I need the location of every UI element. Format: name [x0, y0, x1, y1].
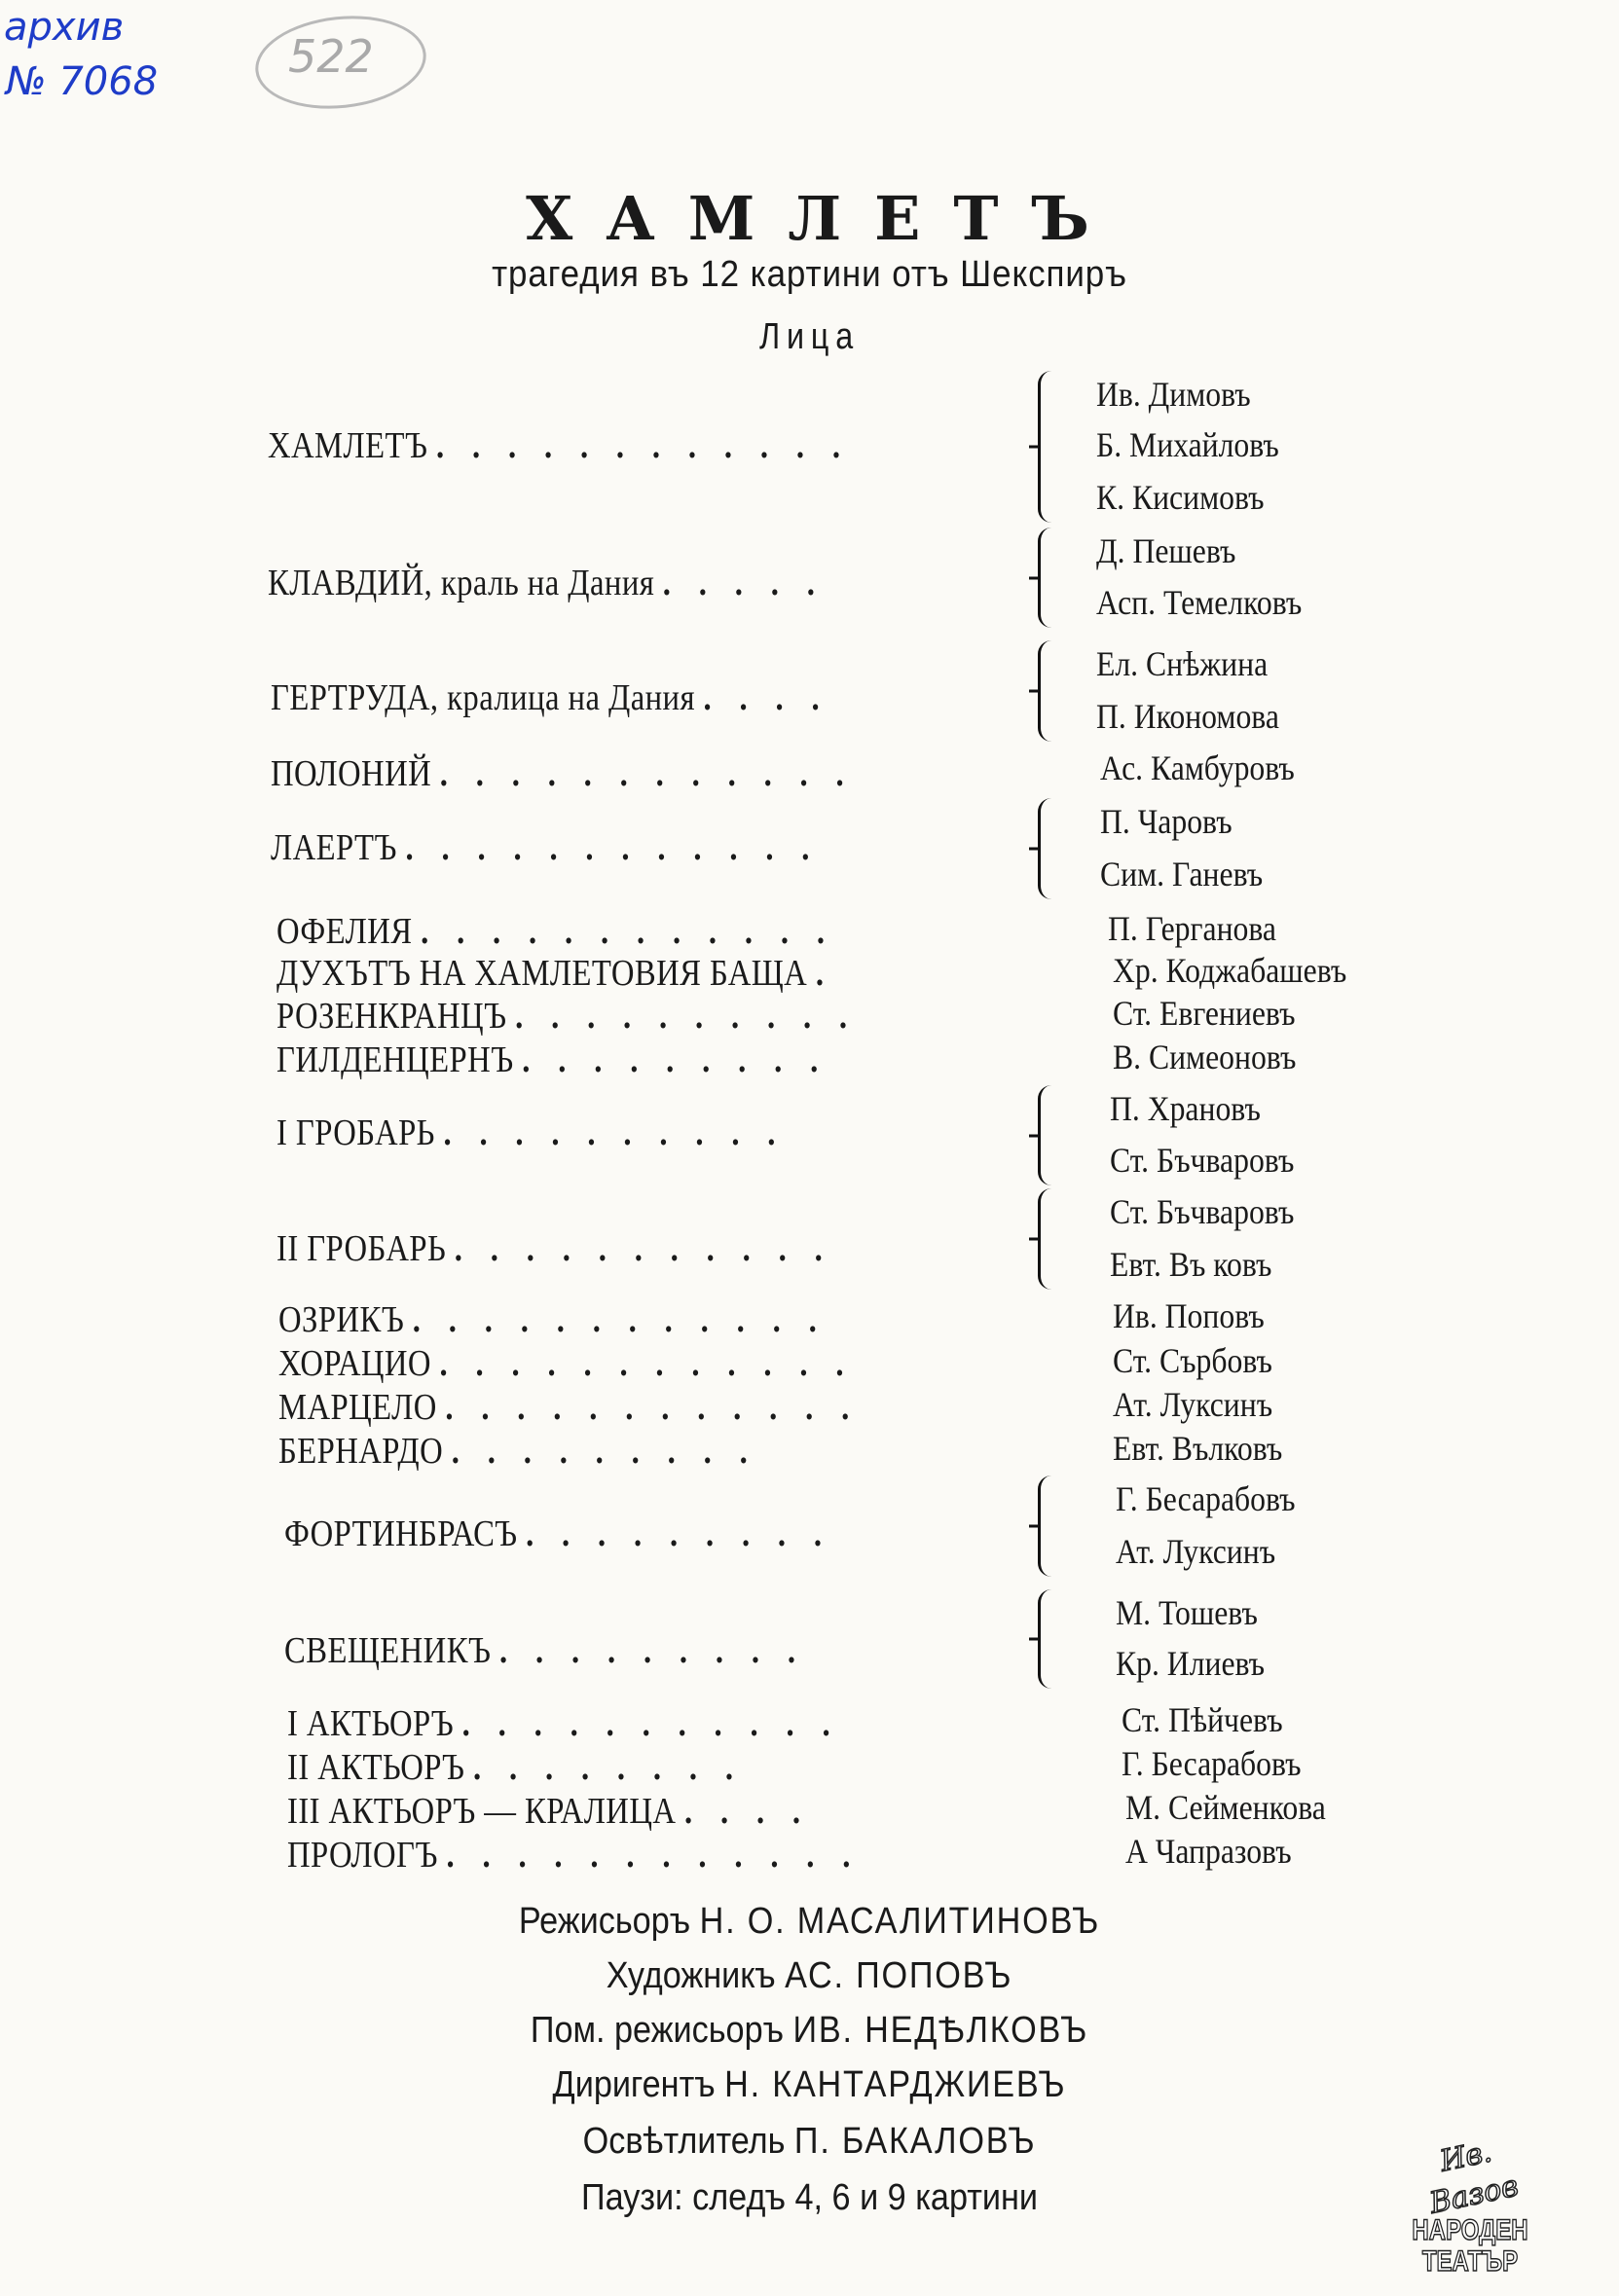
grouping-brace — [1038, 528, 1054, 628]
cast-actor: Кр. Илиевъ — [1116, 1644, 1266, 1683]
cast-role-line — [284, 1630, 805, 1671]
cast-role-line — [278, 1431, 757, 1472]
cast-actor: Ат. Луксинъ — [1113, 1385, 1273, 1424]
credit-line — [81, 2009, 1538, 2052]
cast-actor: Ст. Бъчваровъ — [1110, 1141, 1295, 1180]
logo-signature: Ив. Вазов — [1426, 2134, 1522, 2221]
cast-role: III АКТЬОРЪ — КРАЛИЦА — [287, 1791, 677, 1832]
cast-role: II ГРОБАРЬ — [276, 1228, 447, 1269]
cast-actor: Ат. Луксинъ — [1116, 1532, 1276, 1571]
cast-actor: Ив. Димовъ — [1096, 375, 1251, 414]
cast-role: I ГРОБАРЬ — [276, 1112, 435, 1153]
leader-dots: . . . . . . . . . . . . — [421, 911, 835, 952]
cast-role-line — [276, 1112, 786, 1153]
cast-role: ПОЛОНИЙ — [271, 753, 432, 794]
leader-dots: . . . . . — [662, 563, 826, 603]
credit-label: Художникъ — [606, 1955, 776, 1996]
leader-dots: . . . . . . . . . — [499, 1630, 806, 1671]
cast-role-line — [287, 1835, 861, 1876]
cast-actor: Ел. Снѣжина — [1096, 644, 1269, 683]
cast-role: II АКТЬОРЪ — [287, 1747, 465, 1788]
cast-role: I АКТЬОРЪ — [287, 1703, 455, 1744]
credit-label: Освѣтлитель — [582, 2121, 786, 2162]
cast-role-line — [276, 996, 857, 1037]
cast-role-line — [268, 425, 850, 466]
grouping-brace — [1038, 640, 1054, 742]
cast-role-line — [287, 1703, 840, 1744]
leader-dots: . . . . . . . . . . . . — [405, 827, 820, 868]
cast-role: ФОРТИНБРАСЪ — [284, 1513, 518, 1554]
grouping-brace — [1038, 798, 1054, 899]
play-subtitle: трагедия въ 12 картини отъ Шекспиръ — [492, 254, 1127, 295]
cast-actor: П. Храновъ — [1110, 1089, 1261, 1128]
cast-actor: Г. Бесарабовъ — [1116, 1479, 1296, 1518]
cast-role-line — [271, 827, 820, 868]
cast-actor: Ст. Сърбовъ — [1113, 1341, 1272, 1380]
cast-actor: Сим. Ганевъ — [1100, 855, 1264, 893]
cast-actor: М. Сейменкова — [1125, 1788, 1326, 1827]
cast-role-line — [284, 1513, 831, 1554]
leader-dots: . . . . . . . . . . . — [461, 1703, 840, 1744]
credit-label: Диригентъ — [552, 2064, 716, 2105]
cast-role: РОЗЕНКРАНЦЪ — [276, 996, 507, 1037]
credit-label: Пом. режисьоръ — [530, 2010, 784, 2051]
leader-dots: . . . . . . . . . . . . — [446, 1835, 861, 1876]
leader-dots: . . . . . . . . . . . . — [439, 753, 855, 794]
cast-role-line — [276, 1039, 828, 1080]
cast-actor: В. Симеоновъ — [1113, 1038, 1297, 1076]
grouping-brace — [1038, 1188, 1054, 1290]
credit-line — [81, 1900, 1538, 1943]
cast-actor: Ст. Бъчваровъ — [1110, 1192, 1295, 1231]
cast-role-line — [278, 1387, 860, 1428]
cast-actor: Евт. Въ ковъ — [1110, 1245, 1272, 1284]
play-title: ХАМЛЕТЪ — [526, 183, 1122, 254]
cast-role-line — [276, 1228, 832, 1269]
cast-actor: М. Тошевъ — [1116, 1593, 1258, 1632]
leader-dots: . . . . . . . . . . . . — [436, 425, 851, 466]
cast-role: БЕРНАРДО — [278, 1431, 444, 1472]
cast-role: ХОРАЦИО — [278, 1343, 431, 1384]
cast-role-line — [268, 563, 825, 603]
logo-line1: НАРОДЕН — [1412, 2214, 1528, 2246]
credit-name: П. БАКАЛОВЪ — [793, 2121, 1037, 2162]
cast-role: ГИЛДЕНЦЕРНЪ — [276, 1039, 514, 1080]
credit-line — [81, 1954, 1538, 1997]
persons-heading: Лица — [759, 316, 860, 357]
cast-role-line — [278, 1343, 854, 1384]
grouping-brace — [1038, 371, 1054, 523]
cast-actor: Ас. Камбуровъ — [1100, 748, 1295, 787]
cast-role: КЛАВДИЙ, краль на Дания — [268, 563, 655, 603]
cast-actor: Ст. Евгениевъ — [1113, 994, 1296, 1033]
cast-role: ЛАЕРТЪ — [271, 827, 397, 868]
national-theatre-logo — [1397, 2134, 1543, 2278]
cast-actor: Хр. Коджабашевъ — [1113, 951, 1347, 990]
cast-actor: К. Кисимовъ — [1096, 478, 1265, 517]
cast-role-line — [276, 953, 833, 994]
credit-name: Н. КАНТАРДЖИЕВЪ — [724, 2064, 1067, 2105]
credit-name: ИВ. НЕДѢЛКОВЪ — [792, 2010, 1089, 2051]
credit-line — [81, 2120, 1538, 2163]
cast-role-line — [271, 753, 854, 794]
leader-dots: . . . . . . . . . . . . — [445, 1387, 860, 1428]
leader-dots: . . . . . . . . . — [451, 1431, 758, 1472]
grouping-brace — [1038, 1476, 1054, 1577]
cast-role: ОФЕЛИЯ — [276, 911, 413, 952]
pencil-number: 522 — [288, 30, 374, 83]
cast-role-line — [276, 911, 834, 952]
cast-actor: Д. Пешевъ — [1096, 531, 1236, 570]
leader-dots: . — [815, 953, 834, 994]
cast-role-line — [287, 1791, 810, 1832]
cast-actor: П. Чаровъ — [1100, 802, 1233, 841]
leader-dots: . . . . . . . . — [473, 1747, 744, 1788]
cast-actor: Б. Михайловъ — [1096, 425, 1279, 464]
cast-actor: Асп. Темелковъ — [1096, 583, 1303, 622]
cast-actor: Ив. Поповъ — [1113, 1296, 1265, 1335]
leader-dots: . . . . — [683, 1791, 811, 1832]
credit-name: Н. О. МАСАЛИТИНОВЪ — [699, 1901, 1101, 1942]
cast-role: ОЗРИКЪ — [278, 1299, 405, 1340]
cast-role: ГЕРТРУДА, кралица на Дания — [271, 677, 695, 718]
leader-dots: . . . . . . . . . . . . — [412, 1299, 828, 1340]
cast-role: СВЕЩЕНИКЪ — [284, 1630, 492, 1671]
cast-role: ХАМЛЕТЪ — [268, 425, 428, 466]
cast-actor: А Чапразовъ — [1125, 1832, 1292, 1871]
cast-role: МАРЦЕЛО — [278, 1387, 437, 1428]
cast-role-line — [278, 1299, 827, 1340]
archive-handwriting-line2: № 7068 — [6, 59, 159, 104]
grouping-brace — [1038, 1085, 1054, 1185]
leader-dots: . . . . . . . . . — [526, 1513, 832, 1554]
credit-name: АС. ПОПОВЪ — [785, 1955, 1013, 1996]
logo-line2: ТЕАТЪР — [1421, 2245, 1519, 2278]
leader-dots: . . . . . . . . . — [522, 1039, 828, 1080]
cast-role-line — [287, 1747, 743, 1788]
cast-actor: П. Икономова — [1096, 697, 1279, 736]
cast-actor: П. Герганова — [1108, 909, 1276, 948]
intermissions-note: Паузи: следъ 4, 6 и 9 картини — [581, 2177, 1038, 2218]
leader-dots: . . . . . . . . . . . . — [439, 1343, 854, 1384]
leader-dots: . . . . . . . . . . — [443, 1112, 786, 1153]
cast-role: ПРОЛОГЪ — [287, 1835, 438, 1876]
leader-dots: . . . . — [703, 677, 829, 718]
credit-line — [81, 2063, 1538, 2106]
grouping-brace — [1038, 1589, 1054, 1689]
leader-dots: . . . . . . . . . . — [515, 996, 858, 1037]
credit-label: Режисьоръ — [518, 1901, 691, 1942]
cast-actor: Г. Бесарабовъ — [1122, 1744, 1302, 1783]
leader-dots: . . . . . . . . . . . — [454, 1228, 833, 1269]
cast-role: ДУХЪТЪ НА ХАМЛЕТОВИЯ БАЩА — [276, 953, 808, 994]
cast-actor: Евт. Вълковъ — [1113, 1429, 1283, 1468]
cast-actor: Ст. Пѣйчевъ — [1122, 1700, 1283, 1739]
cast-role-line — [271, 677, 829, 718]
archive-handwriting-line1: архив — [4, 5, 125, 50]
